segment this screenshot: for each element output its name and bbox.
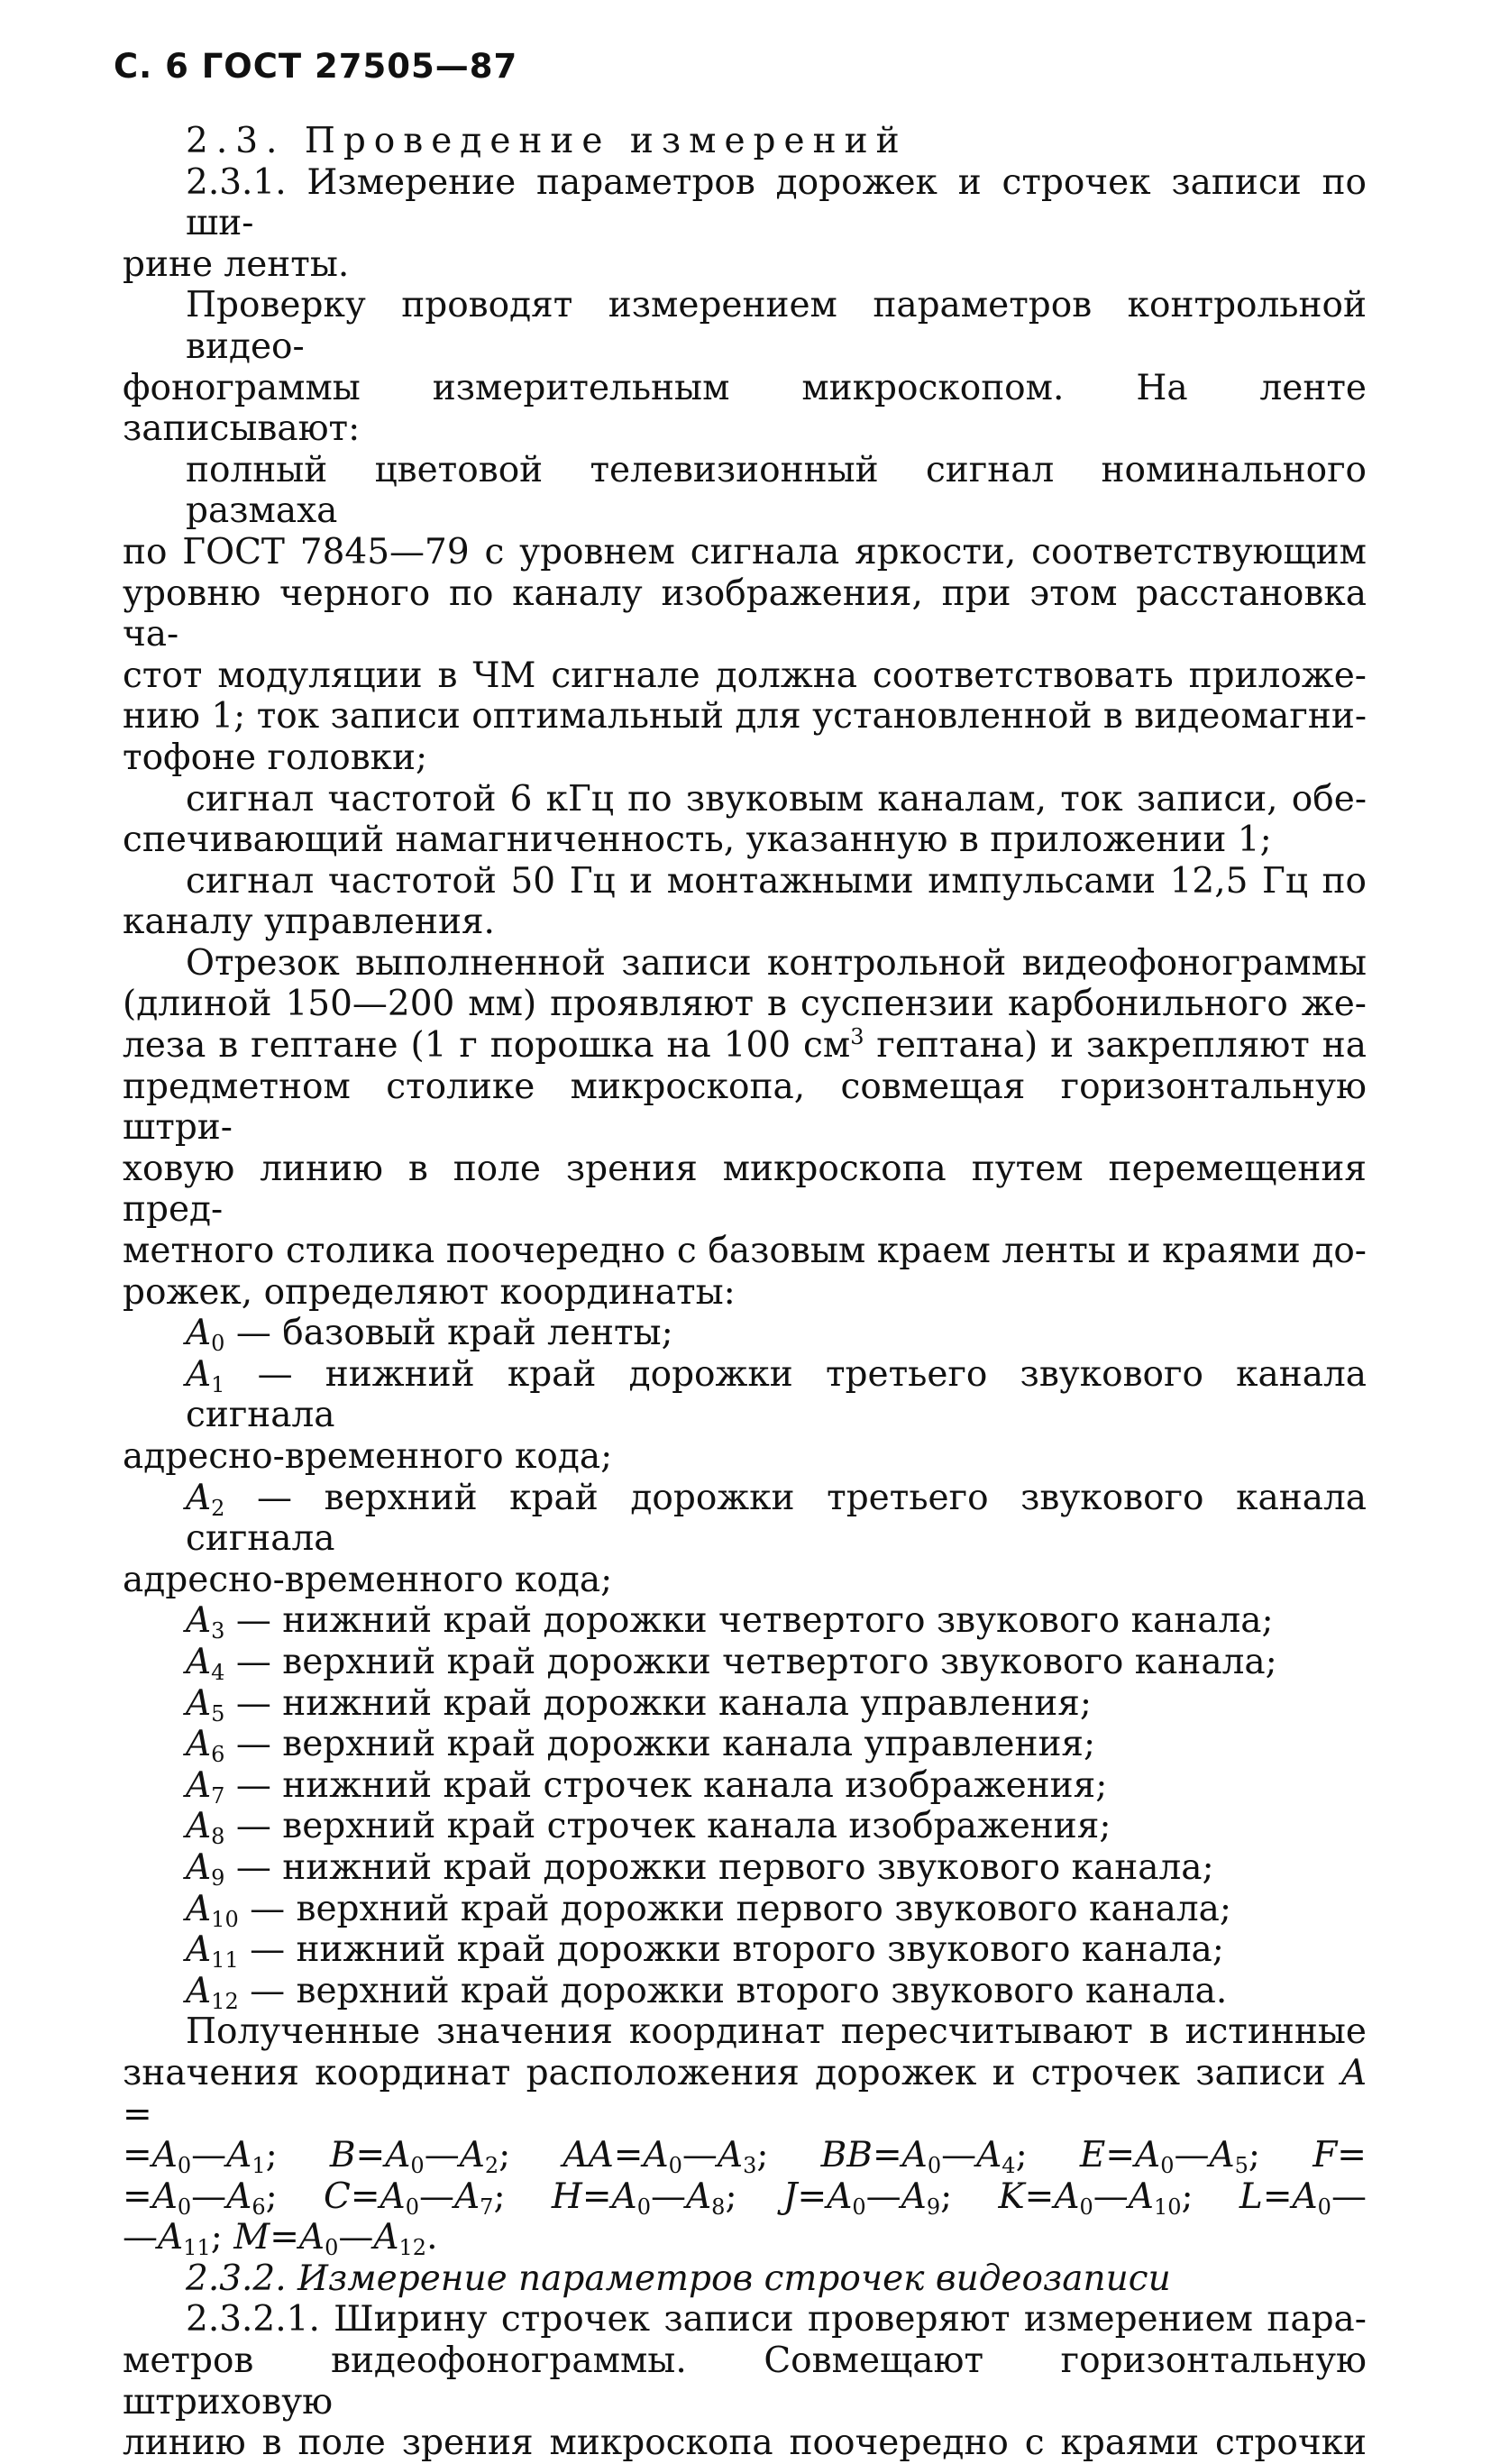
coordinate-description: — базовый край ленты; xyxy=(224,1313,673,1354)
coordinate-index: 6 xyxy=(211,1742,225,1768)
coordinate-symbol: A xyxy=(186,1970,212,2011)
coordinate-description: — нижний край строчек канала изображения; xyxy=(224,1764,1108,1806)
coordinate-index: 8 xyxy=(211,1824,225,1850)
segment-line-4: предметном столике микроскопа, совмещая горизонтальную штри- xyxy=(123,1066,1367,1149)
segment-line-2: (длиной 150—200 мм) проявляют в суспензии карбонильного же- xyxy=(123,984,1367,1025)
values-line-1: Полученные значения координат пересчитывают в истинные xyxy=(186,2011,1367,2053)
segment-line-6: метного столика поочередно с базовым краем ленты и краями до- xyxy=(123,1231,1367,1272)
coordinate-index: 2 xyxy=(211,1495,225,1521)
coordinate-index: 1 xyxy=(211,1371,225,1397)
signal-line-2: по ГОСТ 7845—79 с уровнем сигнала яркости, соответствующим xyxy=(123,531,1367,572)
6khz-line-1: сигнал частотой 6 кГц по звуковым каналам, ток записи, обе- xyxy=(186,778,1367,820)
coordinate-list xyxy=(123,1313,1367,2014)
subsection-2-title: 2.3.2. Измерение параметров строчек видеозаписи xyxy=(186,2258,1171,2299)
formula-line-2: $=A_0—A_6$; $C=A_0—A_7$; $H=A_0—A_8$; $J=A_0—A_9$; $K=A_0—A_{10}$; $L=A_0—$ xyxy=(123,2175,1367,2220)
coordinate-symbol: A xyxy=(186,1764,212,1806)
coordinate-symbol: A xyxy=(186,1313,212,1354)
coordinate-symbol: A xyxy=(186,1846,212,1888)
segment-line-1: Отрезок выполненной записи контрольной видеофонограммы xyxy=(186,942,1367,984)
coordinate-index: 11 xyxy=(211,1947,239,1974)
coordinate-item-continuation: адресно-временного кода; xyxy=(123,1559,613,1600)
coordinate-item xyxy=(123,1889,1367,1930)
coordinate-description: — нижний край дорожки второго звукового канала; xyxy=(238,1929,1224,1971)
page-header: С. 6 ГОСТ 27505—87 xyxy=(114,47,518,86)
6khz-line-2: спечивающий намагниченность, указанную в приложении 1; xyxy=(123,820,1272,861)
coordinate-symbol: A xyxy=(186,1682,212,1724)
coordinate-symbol: A xyxy=(186,1888,212,1929)
coordinate-item xyxy=(123,1354,1367,1436)
coordinate-index: 12 xyxy=(211,1988,239,2014)
coordinate-description: — нижний край дорожки третьего звукового канала сигнала xyxy=(186,1353,1367,1436)
subsection-1-line-1: 2.3.1. Измерение параметров дорожек и строчек записи по ши- xyxy=(186,161,1367,244)
coordinate-symbol: A xyxy=(186,1477,212,1518)
coordinate-symbol: A xyxy=(186,1641,212,1682)
signal-line-5: нию 1; ток записи оптимальный для установленной в видеомагни- xyxy=(123,696,1367,737)
coordinate-index: 3 xyxy=(211,1618,225,1644)
segment-line-3: леза в гептане (1 г порошка на 100 $см^3$ гептана) и закрепляют на xyxy=(123,1024,1367,1067)
formula-line-3: $—A_{11}$; $M=A_0—A_{12}$. xyxy=(123,2217,438,2261)
subsection-2-1-line-3: линию в поле зрения микроскопа поочередно с краями строчки xyxy=(123,2423,1367,2464)
segment-line-5: ховую линию в поле зрения микроскопа путем перемещения пред- xyxy=(123,1148,1367,1231)
50hz-line-2: каналу управления. xyxy=(123,902,495,943)
signal-line-3: уровню черного по каналу изображения, при этом расстановка ча- xyxy=(123,572,1367,655)
coordinate-index: 9 xyxy=(211,1864,225,1891)
check-line-1: Проверку проводят измерением параметров контрольной видео- xyxy=(186,285,1367,367)
coordinate-item xyxy=(123,1478,1367,1560)
coordinate-symbol: A xyxy=(186,1600,212,1642)
coordinate-item xyxy=(123,1642,1367,1683)
coordinate-description: — верхний край дорожки второго звукового канала. xyxy=(238,1970,1228,2011)
coordinate-index: 10 xyxy=(211,1906,239,1932)
coordinate-symbol: A xyxy=(186,1724,212,1765)
check-line-2: фонограммы измерительным микроскопом. На ленте записывают: xyxy=(123,367,1367,450)
coordinate-description: — нижний край дорожки первого звукового канала; xyxy=(224,1846,1214,1888)
coordinate-index: 0 xyxy=(211,1331,225,1357)
signal-line-4: стот модуляции в ЧМ сигнале должна соответствовать приложе- xyxy=(123,655,1367,696)
coordinate-description: — нижний край дорожки четвертого звукового канала; xyxy=(224,1600,1274,1642)
subsection-2-1-line-2: метров видеофонограммы. Совмещают горизонтальную штриховую xyxy=(123,2340,1367,2423)
coordinate-item xyxy=(123,1971,1367,2012)
signal-line-1: полный цветовой телевизионный сигнал номинального размаха xyxy=(186,449,1367,532)
coordinate-description: — верхний край дорожки первого звукового канала; xyxy=(238,1888,1232,1929)
coordinate-index: 7 xyxy=(211,1782,225,1809)
coordinate-symbol: A xyxy=(186,1806,212,1847)
subsection-1-line-2: рине ленты. xyxy=(123,243,350,285)
coordinate-description: — нижний край дорожки канала управления; xyxy=(224,1682,1093,1724)
coordinate-description: — верхний край дорожки канала управления; xyxy=(224,1724,1096,1765)
coordinate-item xyxy=(123,1929,1367,1974)
coordinate-item xyxy=(123,1765,1367,1807)
coordinate-description: — верхний край дорожки четвертого звукового канала; xyxy=(224,1641,1277,1682)
coordinate-item xyxy=(123,1847,1367,1889)
coordinate-item xyxy=(123,1806,1367,1850)
values-line-2: значения координат расположения дорожек и строчек записи A = xyxy=(123,2052,1367,2135)
coordinate-item xyxy=(123,1600,1367,1642)
formula-line-1: $=A_0—A_1$; $B=A_0—A_2$; $AA=A_0—A_3$; $BB=A_0—A_4$; $E=A_0—A_5$; F= xyxy=(123,2135,1367,2179)
coordinate-index: 4 xyxy=(211,1659,225,1685)
segment-line-7: рожек, определяют координаты: xyxy=(123,1271,736,1313)
coordinate-item-continuation: адресно-временного кода; xyxy=(123,1436,613,1477)
coordinate-description: — верхний край строчек канала изображения; xyxy=(224,1806,1111,1847)
coordinate-item xyxy=(123,1313,1367,1357)
document-body xyxy=(123,121,1367,2464)
coordinate-item xyxy=(123,1724,1367,1768)
coordinate-index: 5 xyxy=(211,1700,225,1727)
coordinate-item xyxy=(123,1683,1367,1725)
coordinate-symbol: A xyxy=(186,1929,212,1971)
coordinate-description: — верхний край дорожки третьего звукового канала сигнала xyxy=(186,1477,1367,1560)
signal-line-6: тофоне головки; xyxy=(123,737,428,778)
section-title: 2.3. Проведение измерений xyxy=(186,121,908,161)
subsection-2-1-line-1: 2.3.2.1. Ширину строчек записи проверяют измерением пара- xyxy=(186,2299,1367,2340)
coordinate-symbol: A xyxy=(186,1353,212,1395)
50hz-line-1: сигнал частотой 50 Гц и монтажными импульсами 12,5 Гц по xyxy=(186,860,1367,902)
